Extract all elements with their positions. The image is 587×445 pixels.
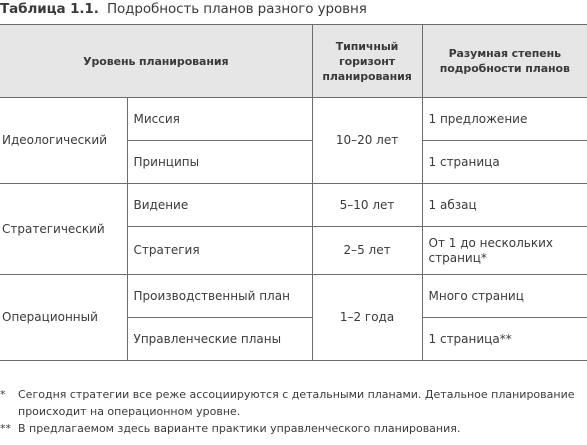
table-title: Подробность планов разного уровня (106, 1, 367, 17)
group-strategic: Стратегический (0, 184, 127, 275)
horizon-cell: 2–5 лет (312, 227, 422, 275)
group-operational: Операционный (0, 275, 127, 361)
footnote-mark: * (0, 388, 6, 401)
header-detail: Разумная степень подробности планов (422, 25, 587, 98)
footnotes (0, 386, 587, 437)
footnote-text: В предлагаемом здесь варианте практики управленческого планирования. (18, 422, 461, 435)
plan-cell: Управленческие планы (127, 318, 312, 361)
detail-cell: 1 страница (422, 141, 587, 184)
table-row (0, 98, 587, 141)
footnote-text: Сегодня стратегии все реже ассоциируются с детальными планами. Детальное планирование происходит на операционном уровне. (18, 388, 575, 418)
group-ideological: Идеологический (0, 98, 127, 184)
horizon-cell: 1–2 года (312, 275, 422, 361)
table-caption (0, 0, 367, 20)
detail-cell: 1 предложение (422, 98, 587, 141)
footnote (0, 386, 587, 420)
plan-cell: Производственный план (127, 275, 312, 318)
footnote-mark: ** (0, 422, 11, 435)
table-row (0, 275, 587, 318)
detail-cell: 1 абзац (422, 184, 587, 227)
plan-cell: Стратегия (127, 227, 312, 275)
detail-cell: Много страниц (422, 275, 587, 318)
plan-cell: Принципы (127, 141, 312, 184)
detail-cell: От 1 до нескольких страниц* (422, 227, 587, 275)
header-level: Уровень планирования (0, 25, 312, 98)
table-number: Таблица 1.1. (0, 1, 99, 17)
plan-cell: Видение (127, 184, 312, 227)
horizon-cell: 5–10 лет (312, 184, 422, 227)
horizon-cell: 10–20 лет (312, 98, 422, 184)
header-row (0, 25, 587, 98)
plan-cell: Миссия (127, 98, 312, 141)
table-row (0, 184, 587, 227)
planning-detail-table (0, 24, 587, 361)
footnote (0, 420, 587, 437)
detail-cell: 1 страница** (422, 318, 587, 361)
header-horizon: Типичный горизонт планирования (312, 25, 422, 98)
